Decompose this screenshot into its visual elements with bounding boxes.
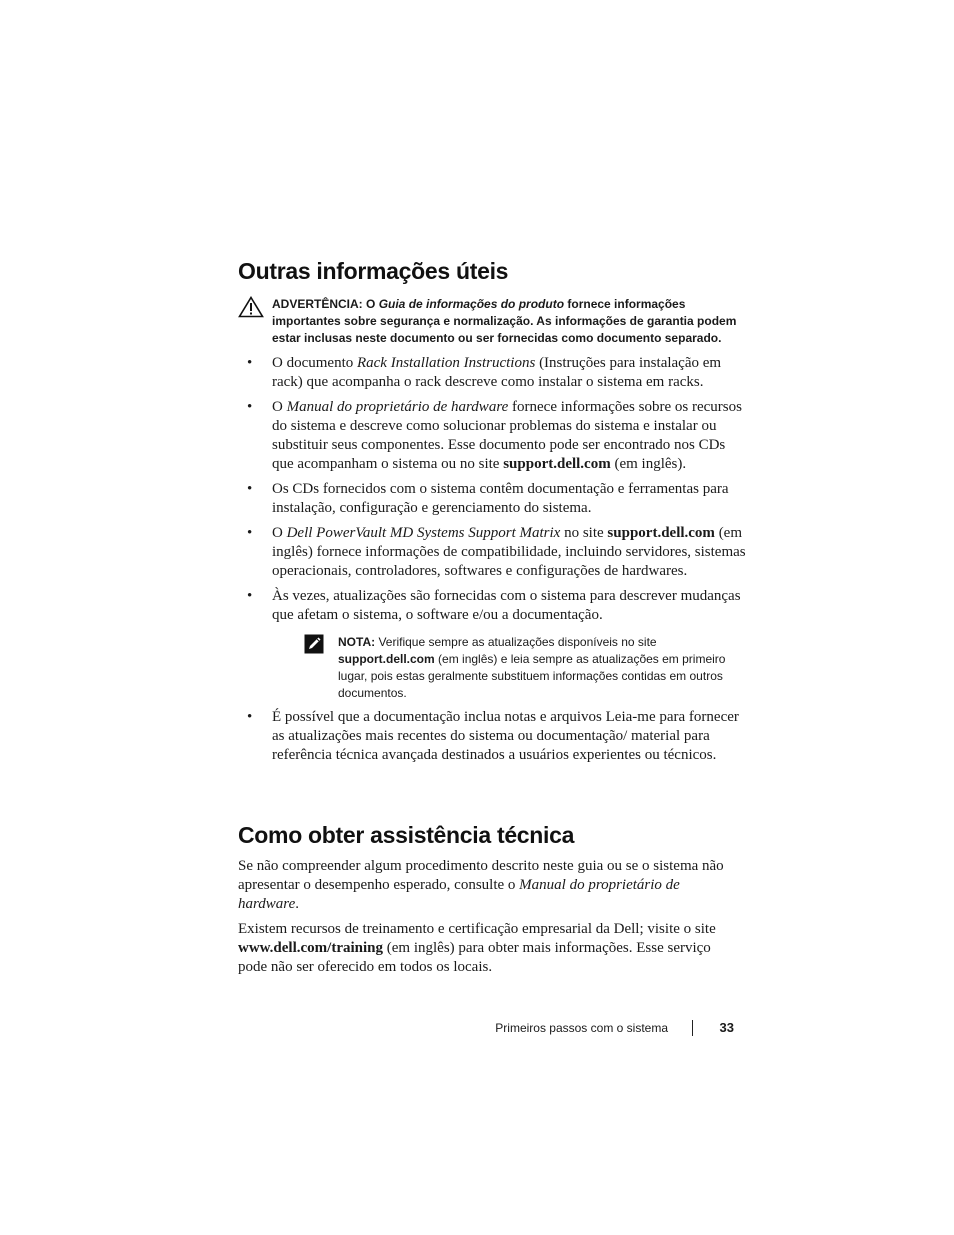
item-text: Os CDs fornecidos com o sistema contêm documentação e ferramentas para instalação, configuração e gerenciamento do sistema. <box>272 481 729 516</box>
list-item <box>238 708 748 765</box>
note-body: Verifique sempre as atualizações disponíveis no site <box>375 635 657 649</box>
item-text: fornece informações sobre os recursos do sistema e descreve como solucionar problemas do sistema e instalar ou substituir seus componentes. Esse documento pode ser encontrado nos CDs que acompanham o sistema ou no site <box>272 399 742 472</box>
warning-triangle-icon <box>238 296 264 318</box>
warning-pre: O <box>362 297 379 311</box>
section-title-assistencia-tecnica: Como obter assistência técnica <box>238 822 575 848</box>
item-doc-title: Rack Installation Instructions <box>356 355 536 371</box>
warning-box <box>238 296 738 347</box>
info-list <box>238 354 748 771</box>
list-item <box>238 354 748 392</box>
item-text: no site <box>560 525 608 541</box>
item-doc-title: Dell PowerVault MD Systems Support Matrix <box>286 525 561 541</box>
list-item <box>238 587 748 702</box>
support-site-link[interactable]: support.dell.com <box>503 456 611 472</box>
paragraph-text: Existem recursos de treinamento e certificação empresarial da Dell; visite o site <box>238 921 716 937</box>
paragraph-support <box>238 857 738 914</box>
warning-label: ADVERTÊNCIA: <box>272 297 363 311</box>
paragraph-training <box>238 920 738 977</box>
item-text: (em inglês) fornece informações de compatibilidade, incluindo servidores, sistemas operacionais, controladores, softwares e configurações de hardwares. <box>272 525 746 579</box>
item-text: O documento <box>272 355 357 371</box>
bullet: • <box>247 399 253 415</box>
section-title-outras-informacoes: Outras informações úteis <box>238 258 509 284</box>
list-item <box>238 398 748 474</box>
item-text: O <box>272 399 287 415</box>
page-number: 33 <box>719 1020 734 1035</box>
warning-body: fornece informações importantes sobre segurança e normalização. As informações de garantia podem estar inclusas neste documento ou ser fornecidas como documento separado. <box>272 297 737 345</box>
paragraph-text: Se não compreender algum procedimento descrito neste guia ou se o sistema não apresentar o desempenho esperado, consulte o <box>238 858 724 893</box>
item-doc-title: Manual do proprietário de hardware <box>286 399 509 415</box>
list-item <box>238 524 748 581</box>
bullet: • <box>247 525 253 541</box>
note-text <box>338 634 748 702</box>
note-body: (em inglês) e leia sempre as atualizações em primeiro lugar, pois estas geralmente substituem informações contidas em outros documentos. <box>338 652 726 700</box>
item-text: O <box>272 525 287 541</box>
support-site-link[interactable]: support.dell.com <box>607 525 715 541</box>
note-support-link[interactable]: support.dell.com <box>338 652 435 666</box>
footer-separator <box>692 1020 693 1036</box>
warning-text <box>272 296 738 347</box>
paragraph-text: (em inglês) para obter mais informações. Esse serviço pode não ser oferecido em todos os locais. <box>238 940 711 975</box>
note-label: NOTA: <box>338 635 376 649</box>
note-pencil-icon <box>304 634 324 654</box>
note-box <box>304 634 748 702</box>
page-footer <box>480 1019 736 1039</box>
bullet: • <box>247 355 253 371</box>
training-site-link[interactable]: www.dell.com/training <box>238 940 383 956</box>
item-text: Às vezes, atualizações são fornecidas com o sistema para descrever mudanças que afetam o sistema, o software e/ou a documentação. <box>272 588 741 623</box>
paragraph-doc-title: Manual do proprietário de hardware <box>238 877 680 912</box>
paragraph-text: . <box>295 896 299 912</box>
bullet: • <box>247 588 253 604</box>
bullet: • <box>247 481 253 497</box>
item-text: É possível que a documentação inclua notas e arquivos Leia-me para fornecer as atualizações mais recentes do sistema ou documentação/ material para referência técnica avançada destinados a usuários experientes ou técnicos. <box>272 709 739 763</box>
item-text: (Instruções para instalação em rack) que acompanha o rack descreve como instalar o sistema em racks. <box>272 355 722 390</box>
warning-guide-title: Guia de informações do produto <box>378 297 565 311</box>
bullet: • <box>247 709 253 725</box>
item-text: (em inglês). <box>610 456 687 472</box>
footer-title: Primeiros passos com o sistema <box>495 1021 668 1035</box>
list-item <box>238 480 748 518</box>
